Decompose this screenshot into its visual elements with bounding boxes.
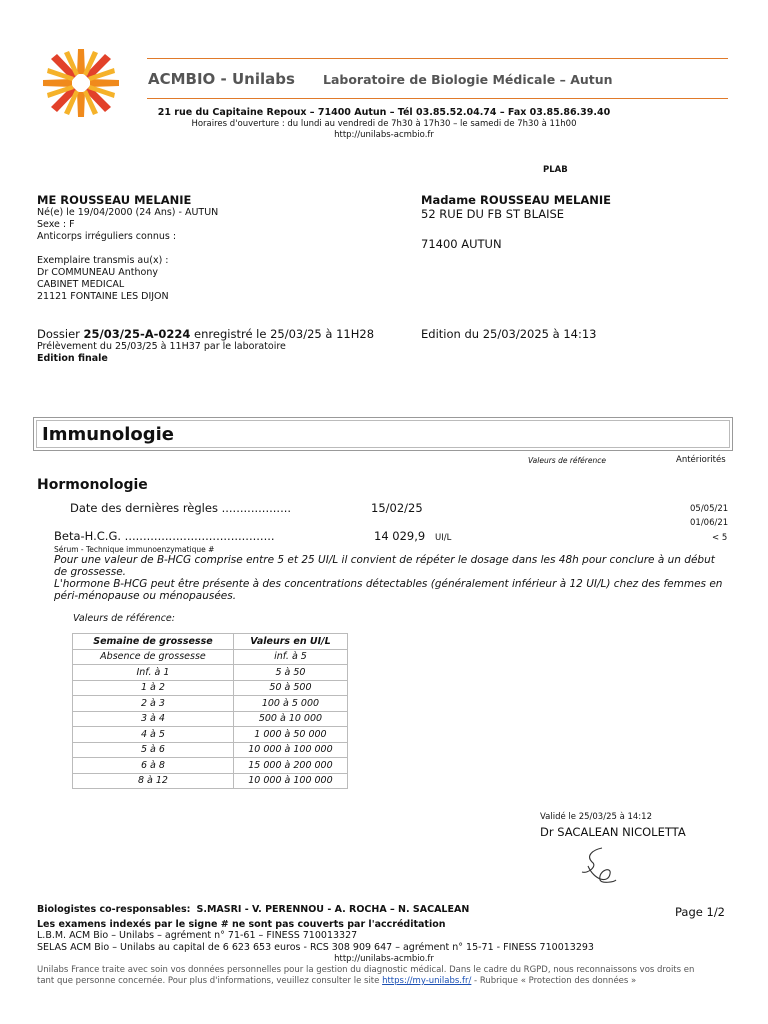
table-cell: 500 à 10 000 bbox=[233, 711, 347, 727]
privacy-line-2: tant que personne concernée. Pour plus d'informations, veuillez consulter le site https://my-unilabs.fr/ - Rubrique « Protection des données » bbox=[37, 976, 637, 986]
table-cell: 6 à 8 bbox=[73, 758, 234, 774]
last-period-label: Date des dernières règles ................... bbox=[70, 501, 292, 515]
note-line-2: de grossesse. bbox=[54, 566, 127, 578]
dossier-line: Dossier 25/03/25-A-0224 enregistré le 25/03/25 à 11H28 bbox=[37, 327, 375, 341]
privacy-link[interactable]: https://my-unilabs.fr/ bbox=[382, 976, 472, 986]
prior-results-header: Antériorités bbox=[676, 455, 726, 465]
edition-status: Edition finale bbox=[37, 353, 108, 364]
ref-values-header: Valeurs de référence bbox=[528, 456, 606, 465]
last-period-value: 15/02/25 bbox=[371, 501, 423, 515]
table-cell: 1 à 2 bbox=[73, 680, 234, 696]
table-header: Valeurs en UI/L bbox=[233, 634, 347, 650]
ref-table-title: Valeurs de référence: bbox=[73, 613, 175, 624]
table-row bbox=[73, 773, 348, 789]
prior-date-2: 01/06/21 bbox=[690, 518, 729, 528]
table-row bbox=[73, 665, 348, 681]
lab-name: Laboratoire de Biologie Médicale – Autun bbox=[323, 72, 613, 87]
hcg-unit: UI/L bbox=[435, 533, 452, 543]
lab-address: 21 rue du Capitaine Repoux – 71400 Autun – Tél 03.85.52.04.74 – Fax 03.85.86.39.40 bbox=[157, 107, 611, 118]
table-row bbox=[73, 680, 348, 696]
subsection-title: Hormonologie bbox=[37, 477, 148, 493]
note-line-1: Pour une valeur de B-HCG comprise entre 5 et 25 UI/L il convient de répéter le dosage dans les 48h pour conclure à un début bbox=[54, 554, 715, 566]
lab-hours: Horaires d'ouverture : du lundi au vendredi de 7h30 à 17h30 – le samedi de 7h30 à 11h00 bbox=[191, 119, 577, 129]
footer-website[interactable]: http://unilabs-acmbio.fr bbox=[334, 954, 434, 964]
hcg-value: 14 029,9 bbox=[374, 529, 426, 543]
section-title: Immunologie bbox=[42, 424, 175, 445]
table-cell: 4 à 5 bbox=[73, 727, 234, 743]
patient-name: ME ROUSSEAU MELANIE bbox=[37, 193, 192, 207]
table-cell: 100 à 5 000 bbox=[233, 696, 347, 712]
table-cell: 2 à 3 bbox=[73, 696, 234, 712]
patient-sex: Sexe : F bbox=[37, 219, 75, 230]
table-cell: inf. à 5 bbox=[233, 649, 347, 665]
doctor-name: Dr COMMUNEAU Anthony bbox=[37, 267, 158, 278]
accreditation-note: Les examens indexés par le signe # ne sont pas couverts par l'accréditation bbox=[37, 919, 446, 930]
table-cell: 15 000 à 200 000 bbox=[233, 758, 347, 774]
table-cell: 50 à 500 bbox=[233, 680, 347, 696]
privacy-line-1: Unilabs France traite avec soin vos données personnelles pour la gestion du diagnostic médical. Dans le cadre du RGPD, nous reconnaissons vos droits en bbox=[37, 965, 695, 975]
table-cell: 8 à 12 bbox=[73, 773, 234, 789]
table-cell: 3 à 4 bbox=[73, 711, 234, 727]
doctor-city: 21121 FONTAINE LES DIJON bbox=[37, 291, 169, 302]
signature-icon bbox=[578, 844, 618, 888]
table-cell: 10 000 à 100 000 bbox=[233, 742, 347, 758]
table-header: Semaine de grossesse bbox=[73, 634, 234, 650]
hcg-method: Sérum - Technique immunoenzymatique # bbox=[54, 545, 215, 554]
table-row bbox=[73, 742, 348, 758]
note-line-4: péri-ménopause ou ménopausées. bbox=[54, 590, 237, 602]
dossier-number: 25/03/25-A-0224 bbox=[83, 327, 191, 341]
page-number: Page 1/2 bbox=[675, 905, 726, 919]
note-line-3: L'hormone B-HCG peut être présente à des concentrations détectables (généralement inférieur à 12 UI/L) chez des femmes en bbox=[54, 578, 723, 590]
reference-table bbox=[72, 633, 348, 789]
table-cell: 10 000 à 100 000 bbox=[233, 773, 347, 789]
sampling-line: Prélèvement du 25/03/25 à 11H37 par le laboratoire bbox=[37, 341, 286, 352]
hcg-label: Beta-H.C.G. ......................................... bbox=[54, 529, 275, 543]
hcg-prior: < 5 bbox=[712, 533, 728, 543]
edition-date: Edition du 25/03/2025 à 14:13 bbox=[421, 327, 597, 341]
validating-biologist: Dr SACALEAN NICOLETTA bbox=[540, 825, 686, 839]
prior-date-1: 05/05/21 bbox=[690, 504, 729, 514]
recipient-city: 71400 AUTUN bbox=[421, 237, 502, 251]
table-header-row bbox=[73, 634, 348, 650]
table-cell: 5 à 6 bbox=[73, 742, 234, 758]
table-cell: 1 000 à 50 000 bbox=[233, 727, 347, 743]
table-row bbox=[73, 711, 348, 727]
brand-name: ACMBIO - Unilabs bbox=[148, 70, 295, 88]
table-row bbox=[73, 649, 348, 665]
table-row bbox=[73, 727, 348, 743]
document-code: PLAB bbox=[543, 165, 568, 175]
table-row bbox=[73, 696, 348, 712]
selas-line: SELAS ACM Bio – Unilabs au capital de 6 623 653 euros - RCS 308 909 647 – agrément n° 15-71 - FINESS 710013293 bbox=[37, 942, 594, 953]
table-cell: Inf. à 1 bbox=[73, 665, 234, 681]
validation-date: Validé le 25/03/25 à 14:12 bbox=[540, 812, 652, 822]
lbm-line: L.B.M. ACM Bio – Unilabs – agrément n° 71-61 – FINESS 710013327 bbox=[37, 930, 358, 941]
recipient-name: Madame ROUSSEAU MELANIE bbox=[421, 193, 612, 207]
table-cell: 5 à 50 bbox=[233, 665, 347, 681]
table-cell: Absence de grossesse bbox=[73, 649, 234, 665]
lab-website[interactable]: http://unilabs-acmbio.fr bbox=[334, 130, 434, 140]
patient-antibodies: Anticorps irréguliers connus : bbox=[37, 231, 177, 242]
recipient-street: 52 RUE DU FB ST BLAISE bbox=[421, 207, 565, 221]
patient-birth: Né(e) le 19/04/2000 (24 Ans) - AUTUN bbox=[37, 207, 219, 218]
copy-to-label: Exemplaire transmis au(x) : bbox=[37, 255, 169, 266]
doctor-practice: CABINET MEDICAL bbox=[37, 279, 125, 290]
table-row bbox=[73, 758, 348, 774]
biologists-line: Biologistes co-responsables: S.MASRI - V. PERENNOU - A. ROCHA – N. SACALEAN bbox=[37, 904, 470, 915]
